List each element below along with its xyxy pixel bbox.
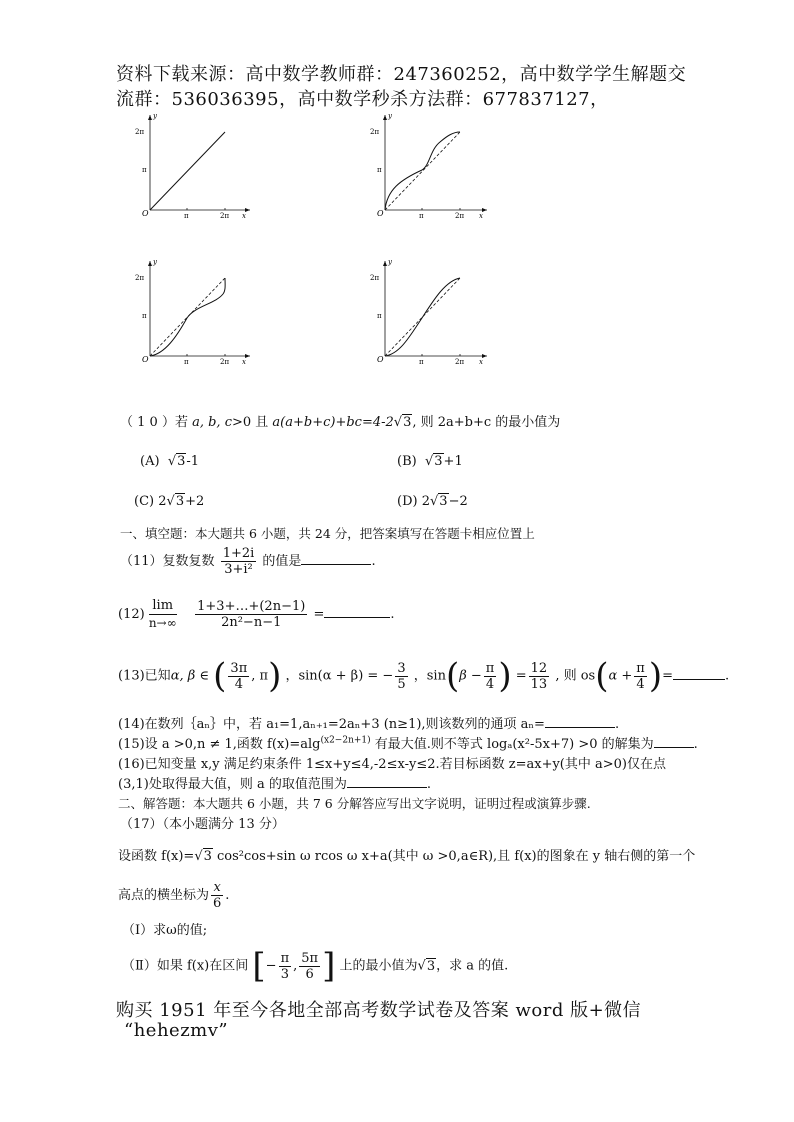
svg-text:2π: 2π (220, 358, 230, 364)
svg-text:2π: 2π (455, 358, 465, 364)
graph-convex-concave (125, 256, 255, 364)
question-16-line-2: (3,1)处取得最大值，则 a 的取值范围为 . (118, 777, 431, 792)
svg-text:π: π (142, 166, 147, 174)
option-b[interactable]: (B) √3+1 (397, 454, 463, 469)
option-c[interactable]: (C) 2√3+2 (134, 494, 205, 509)
footer-line-1: 购买 1951 年至今各地全部高考数学试卷及答案 word 版+微信 (116, 1000, 642, 1021)
question-17-part-2: （Ⅱ）如果 f(x)在区间 [− $\frac{\pi}{3}$ , $\frac{5\pi}{6}$ ] 上的最小值为√3，求 a 的值. (122, 946, 509, 986)
option-a[interactable]: (A) √3-1 (140, 454, 200, 469)
graph-concave-convex (365, 110, 495, 218)
svg-text:π: π (419, 212, 424, 218)
svg-text:O: O (377, 209, 384, 218)
question-14: (14)在数列｛aₙ｝中，若 a₁=1,aₙ₊₁=2aₙ+3 (n≥1),则该数列的通项 aₙ= . (118, 717, 620, 732)
graph-s-curve (365, 256, 495, 364)
footer-line-2: “hehezmv” (124, 1020, 229, 1041)
svg-text:O: O (142, 209, 149, 218)
svg-text:2π: 2π (455, 212, 465, 218)
section-solutions: 二、解答题：本大题共 6 小题，共 7 6 分解答应写出文字说明，证明过程或演算步骤. (118, 796, 591, 811)
svg-text:π: π (184, 358, 189, 364)
svg-text:2π: 2π (220, 212, 230, 218)
question-17-function: 设函数 f(x)=√3 cos²cos+sin ω rcos ω x+a(其中 ω >0,a∈R),且 f(x)的图象在 y 轴右侧的第一个 (118, 849, 696, 864)
question-10: （ 1 0 ）若 a, b, c>0 且 a(a+b+c)+bc=4-2√3, 则 2a+b+c 的最小值为 (120, 415, 561, 430)
svg-text:x: x (242, 358, 246, 364)
svg-text:y: y (388, 258, 392, 266)
svg-text:x: x (479, 358, 483, 364)
section-fill-in: 一、填空题：本大题共 6 小题，共 24 分，把答案填写在答题卡相应位置上 (120, 526, 535, 541)
svg-text:2π: 2π (135, 128, 145, 136)
svg-text:2π: 2π (135, 274, 145, 282)
svg-text:π: π (377, 166, 382, 174)
svg-text:2π: 2π (370, 274, 380, 282)
question-17-part-1: （Ⅰ）求ω的值; (122, 923, 208, 938)
svg-text:x: x (479, 212, 483, 218)
svg-text:π: π (419, 358, 424, 364)
question-11: （11）复数复数 $\frac{1+2i}{\text{3+i²}}$ 的值是 . (120, 546, 376, 577)
header-line-2: 流群：536036395，高中数学秒杀方法群：677837127， (116, 89, 609, 110)
svg-text:O: O (377, 355, 384, 364)
svg-text:x: x (242, 212, 246, 218)
question-15: (15)设 a >0,n ≠ 1,函数 f(x)=alg$^{(x2-2n+1)}$ 有最大值.则不等式 logₐ(x²-5x+7) >0 的解集为 . (118, 735, 698, 752)
svg-text:π: π (377, 312, 382, 320)
option-d[interactable]: (D) 2√3−2 (397, 494, 468, 509)
svg-text:2π: 2π (370, 128, 380, 136)
question-16-line-1: (16)已知变量 x,y 满足约束条件 1≤x+y≤4,-2≤x-y≤2.若目标函数 z=ax+y(其中 a>0)仅在点 (118, 757, 666, 772)
svg-text:π: π (184, 212, 189, 218)
question-17-title: （17）（本小题满分 13 分） (120, 817, 285, 832)
question-13: (13)已知α, β ∈ ( $\frac{3\pi}{4}$ , π) ，sin(α + β) = − $\frac{3}{5}$ ，sin(β − $\frac{\pi}{4}$ ) = $\frac{12}{13}$ , 则 os(α + $\frac{\pi}{4}$ )= . (118, 656, 730, 696)
graph-linear (125, 110, 255, 218)
svg-text:y: y (388, 112, 392, 120)
question-17-peak: 高点的横坐标为 $\frac{x}{6}$ . (118, 880, 230, 911)
svg-text:y: y (153, 112, 157, 120)
header-line-1: 资料下载来源：高中数学教师群：247360252，高中数学学生解题交 (116, 64, 687, 85)
question-12: (12) $\frac{\lim}{n\to\infty}$ $\frac{1+3+\dots+(2n-1)}{\text{2n²−n−1}}$ = . (118, 598, 395, 630)
svg-text:π: π (142, 312, 147, 320)
svg-text:y: y (153, 258, 157, 266)
svg-text:O: O (142, 355, 149, 364)
